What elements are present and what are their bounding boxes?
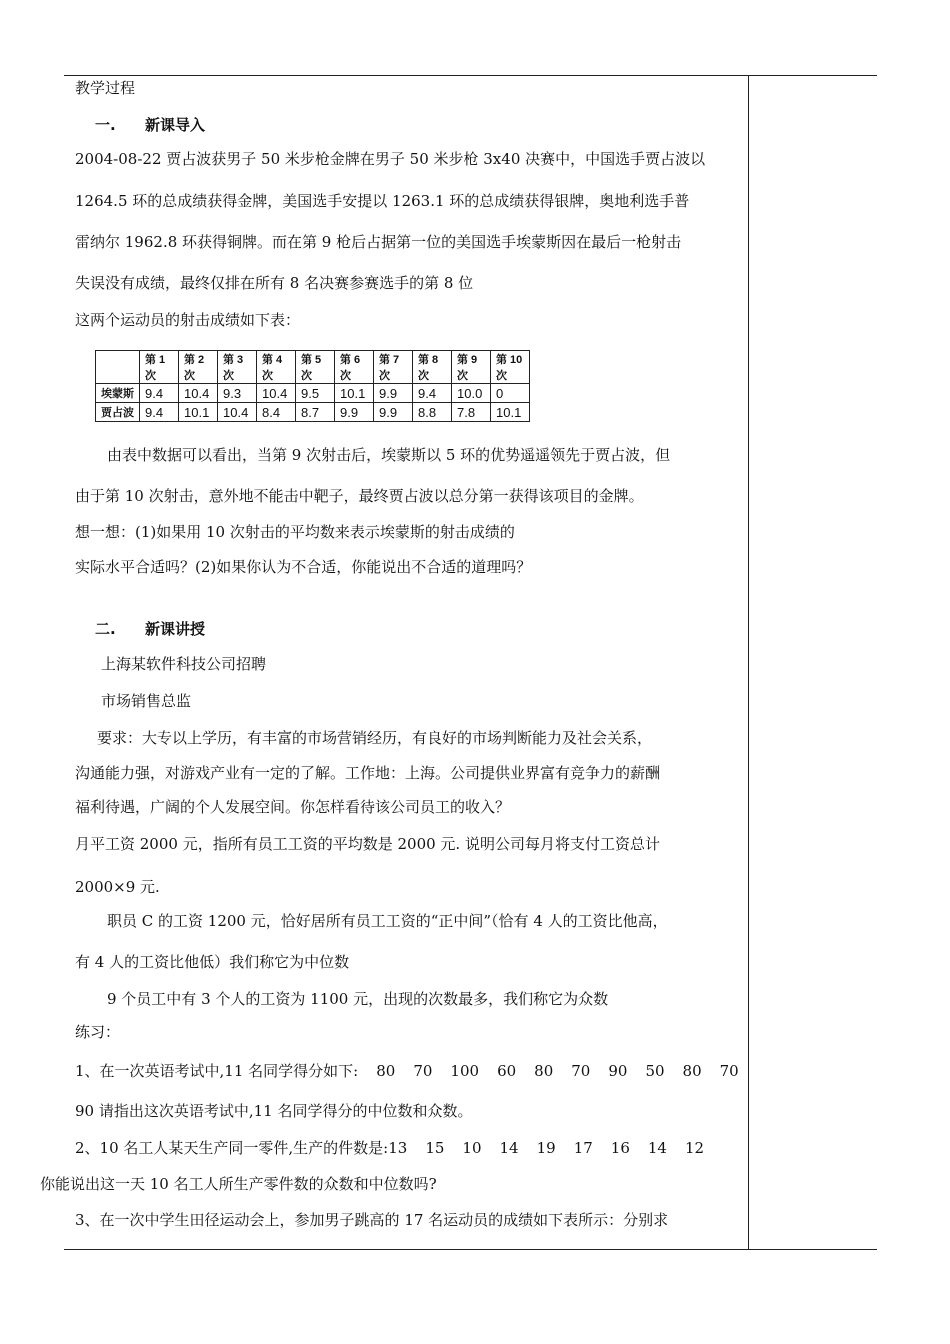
table-header-cell: 第 8 次 <box>413 351 452 384</box>
section-heading-2 <box>95 619 205 639</box>
score-cell: 8.8 <box>413 403 452 422</box>
table-header-row <box>96 351 530 384</box>
practice-number: 70 <box>571 1062 591 1080</box>
athlete-name-cell: 贾占波 <box>96 403 140 422</box>
paragraph-line: 失误没有成绩，最终仅排在所有 8 名决赛参赛选手的第 8 位 <box>75 274 474 292</box>
median-line: 职员 C 的工资 1200 元，恰好居所有员工工资的“正中间”（恰有 4 人的工资比他高， <box>107 912 668 930</box>
score-cell: 8.4 <box>257 403 296 422</box>
mean-line: 2000×9 元. <box>75 878 160 896</box>
table-header-cell: 第 7 次 <box>374 351 413 384</box>
practice-number: 50 <box>645 1062 665 1080</box>
median-line: 有 4 人的工资比他低）我们称它为中位数 <box>75 953 350 971</box>
job-requirement-line: 福利待遇，广阔的个人发展空间。你怎样看待该公司员工的收入？ <box>75 798 511 816</box>
table-header-cell: 第 1 次 <box>140 351 179 384</box>
score-cell: 10.4 <box>257 384 296 403</box>
score-cell: 10.0 <box>452 384 491 403</box>
think-question-line: 实际水平合适吗？(2)如果你认为不合适，你能说出不合适的道理吗？ <box>75 558 532 576</box>
practice-number: 14 <box>647 1139 667 1157</box>
table-header-cell: 第 9 次 <box>452 351 491 384</box>
page-frame-top-rule <box>64 75 877 76</box>
table-row <box>96 403 530 422</box>
practice-number: 90 <box>608 1062 628 1080</box>
practice-2-question: 你能说出这一天 10 名工人所生产零件数的众数和中位数吗? <box>40 1175 437 1193</box>
practice-number: 12 <box>684 1139 705 1157</box>
score-cell: 8.7 <box>296 403 335 422</box>
job-requirement-line: 沟通能力强，对游戏产业有一定的了解。工作地：上海。公司提供业界富有竞争力的薪酬 <box>75 764 661 782</box>
section-heading-1 <box>95 115 205 135</box>
score-cell: 10.1 <box>335 384 374 403</box>
paragraph-line: 由表中数据可以看出，当第 9 次射击后，埃蒙斯以 5 环的优势遥遥领先于贾占波，但 <box>107 446 671 464</box>
page-frame-bottom-rule <box>64 1249 877 1250</box>
practice-3-line: 3、在一次中学生田径运动会上，参加男子跳高的 17 名运动员的成绩如下表所示：分别求 <box>75 1211 669 1229</box>
table-intro: 这两个运动员的射击成绩如下表： <box>75 311 301 329</box>
job-company: 上海某软件科技公司招聘 <box>101 655 267 673</box>
section-title: 新课导入 <box>145 116 206 134</box>
practice-number: 80 <box>682 1062 702 1080</box>
mode-line: 9 个员工中有 3 个人的工资为 1100 元，出现的次数最多，我们称它为众数 <box>107 990 609 1008</box>
page-frame-column-divider <box>748 75 749 1250</box>
practice-text: 1、在一次英语考试中,11 名同学得分如下: <box>75 1062 359 1080</box>
mean-line: 月平工资 2000 元，指所有员工工资的平均数是 2000 元. 说明公司每月将支付工资总计 <box>75 835 660 853</box>
table-header-cell: 第 4 次 <box>257 351 296 384</box>
job-position: 市场销售总监 <box>101 692 192 710</box>
score-cell: 10.1 <box>179 403 218 422</box>
section-number: 二. <box>95 620 116 638</box>
practice-number: 19 <box>536 1139 556 1157</box>
table-header-cell <box>96 351 140 384</box>
table-header-cell: 第 2 次 <box>179 351 218 384</box>
score-cell: 9.3 <box>218 384 257 403</box>
practice-number: 14 <box>499 1139 519 1157</box>
practice-number: 10 <box>462 1139 482 1157</box>
practice-number: 70 <box>413 1062 433 1080</box>
practice-number: 100 <box>450 1062 480 1080</box>
paragraph-line: 由于第 10 次射击，意外地不能击中靶子，最终贾占波以总分第一获得该项目的金牌。 <box>75 487 644 505</box>
section-number: 一. <box>95 116 116 134</box>
score-cell: 9.5 <box>296 384 335 403</box>
practice-number: 70 <box>719 1062 739 1080</box>
practice-number: 80 <box>376 1062 396 1080</box>
practice-number: 15 <box>425 1139 445 1157</box>
score-cell: 9.9 <box>374 403 413 422</box>
score-cell: 9.4 <box>140 403 179 422</box>
practice-number: 17 <box>573 1139 593 1157</box>
table-header-cell: 第 6 次 <box>335 351 374 384</box>
score-cell: 0 <box>491 384 530 403</box>
practice-number: 80 <box>534 1062 554 1080</box>
section-title: 新课讲授 <box>145 620 206 638</box>
table-row <box>96 384 530 403</box>
practice-label: 练习： <box>75 1023 121 1041</box>
intro-label: 教学过程 <box>75 79 136 97</box>
paragraph-line: 1264.5 环的总成绩获得金牌，美国选手安提以 1263.1 环的总成绩获得银牌，奥地利选手普 <box>75 192 690 210</box>
athlete-name-cell: 埃蒙斯 <box>96 384 140 403</box>
score-cell: 10.4 <box>179 384 218 403</box>
score-cell: 9.4 <box>413 384 452 403</box>
paragraph-line: 2004-08-22 贾占波获男子 50 米步枪金牌在男子 50 米步枪 3x40 决赛中，中国选手贾占波以 <box>75 150 706 168</box>
score-cell: 10.1 <box>491 403 530 422</box>
practice-number: 60 <box>497 1062 517 1080</box>
practice-text: 2、10 名工人某天生产同一零件,生产的件数是:13 <box>75 1139 408 1157</box>
table-header-cell: 第 10 次 <box>491 351 530 384</box>
practice-1-question: 90 请指出这次英语考试中,11 名同学得分的中位数和众数。 <box>75 1102 473 1120</box>
practice-number: 16 <box>610 1139 630 1157</box>
practice-1-line <box>75 1061 739 1081</box>
table-header-cell: 第 3 次 <box>218 351 257 384</box>
score-cell: 7.8 <box>452 403 491 422</box>
shooting-score-table <box>95 350 530 422</box>
practice-2-line <box>75 1138 704 1158</box>
score-cell: 9.9 <box>335 403 374 422</box>
paragraph-line: 雷纳尔 1962.8 环获得铜牌。而在第 9 枪后占据第一位的美国选手埃蒙斯因在最后一枪射击 <box>75 233 682 251</box>
think-question-line: 想一想：(1)如果用 10 次射击的平均数来表示埃蒙斯的射击成绩的 <box>75 523 515 541</box>
score-cell: 10.4 <box>218 403 257 422</box>
score-cell: 9.4 <box>140 384 179 403</box>
job-requirement-line: 要求：大专以上学历，有丰富的市场营销经历，有良好的市场判断能力及社会关系， <box>97 729 653 747</box>
score-cell: 9.9 <box>374 384 413 403</box>
table-header-cell: 第 5 次 <box>296 351 335 384</box>
